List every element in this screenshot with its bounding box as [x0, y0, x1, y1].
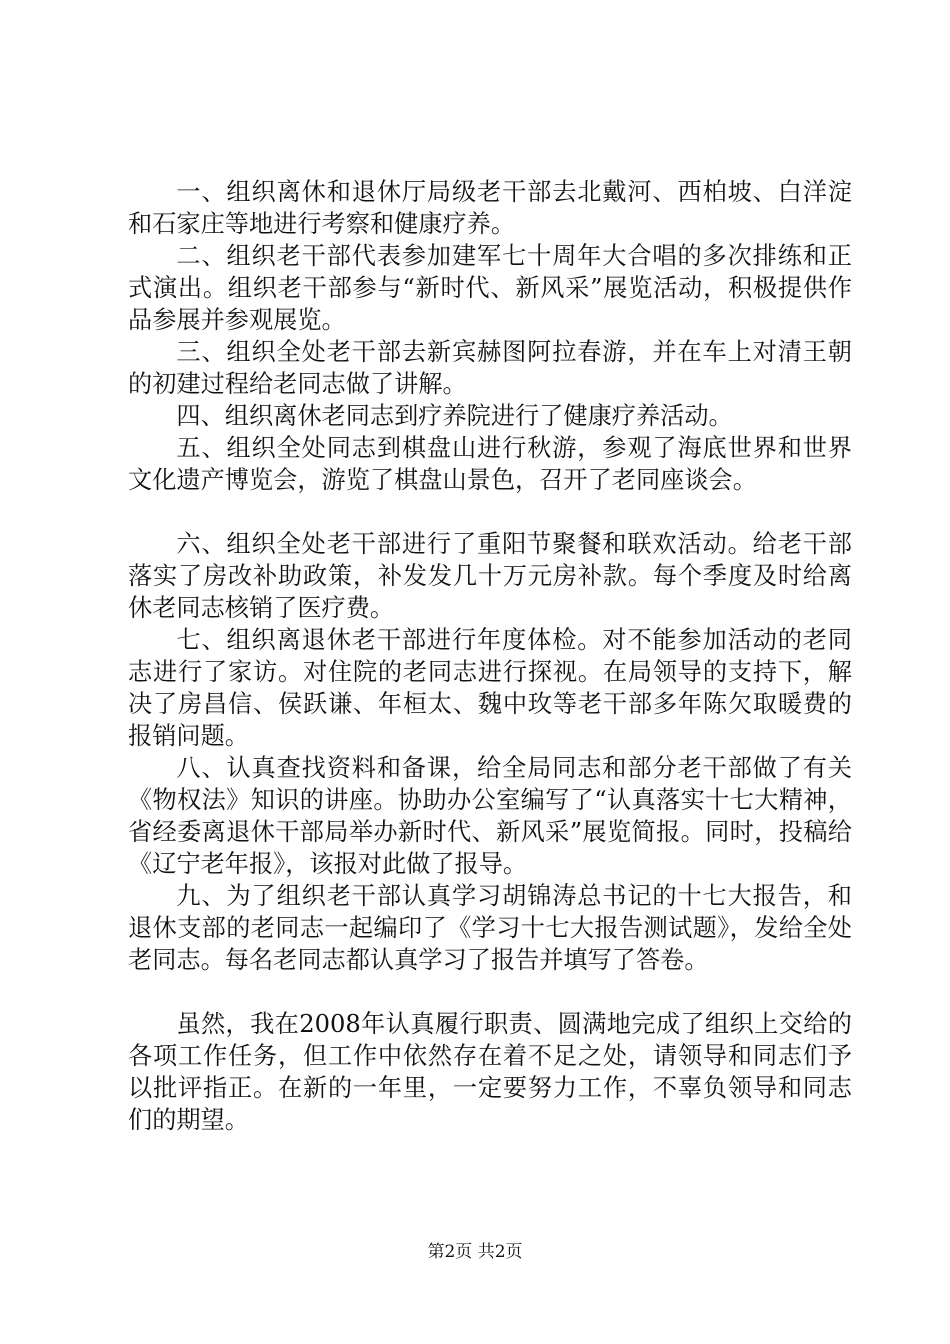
- paragraph-7: 七、组织离退休老干部进行年度体检。对不能参加活动的老同志进行了家访。对住院的老同志进行探视。在局领导的支持下，解决了房昌信、侯跃谦、年桓太、魏中玫等老干部多年陈欠取暖费的报销问题。: [128, 626, 852, 750]
- paragraph-5: 五、组织全处同志到棋盘山进行秋游，参观了海底世界和世界文化遗产博览会，游览了棋盘山景色，召开了老同座谈会。: [128, 434, 852, 494]
- paragraph-1: 一、组织离休和退休厅局级老干部去北戴河、西柏坡、白洋淀和石家庄等地进行考察和健康疗养。: [128, 178, 852, 238]
- paragraph-9: 九、为了组织老干部认真学习胡锦涛总书记的十七大报告，和退休支部的老同志一起编印了《学习十七大报告测试题》，发给全处老同志。每名老同志都认真学习了报告并填写了答卷。: [128, 882, 852, 974]
- document-body: [128, 176, 852, 1136]
- paragraph-4: 四、组织离休老同志到疗养院进行了健康疗养活动。: [176, 402, 733, 430]
- paragraph-2: 二、组织老干部代表参加建军七十周年大合唱的多次排练和正式演出。组织老干部参与“新时代、新风采”展览活动，积极提供作品参展并参观展览。: [128, 242, 852, 334]
- paragraph-3: 三、组织全处老干部去新宾赫图阿拉春游，并在车上对清王朝的初建过程给老同志做了讲解。: [128, 338, 852, 398]
- paragraph-6: 六、组织全处老干部进行了重阳节聚餐和联欢活动。给老干部落实了房改补助政策，补发发几十万元房补款。每个季度及时给离休老同志核销了医疗费。: [128, 530, 852, 622]
- paragraph-8: 八、认真查找资料和备课，给全局同志和部分老干部做了有关《物权法》知识的讲座。协助办公室编写了“认真落实十七大精神，省经委离退休干部局举办新时代、新风采”展览简报。同时，投稿给《辽宁老年报》，该报对此做了报导。: [128, 754, 852, 878]
- paragraph-10: 虽然，我在2008年认真履行职责、圆满地完成了组织上交给的各项工作任务，但工作中依然存在着不足之处，请领导和同志们予以批评指正。在新的一年里，一定要努力工作，不辜负领导和同志们的期望。: [128, 1010, 852, 1134]
- page-footer: 第2页 共2页: [427, 1242, 523, 1262]
